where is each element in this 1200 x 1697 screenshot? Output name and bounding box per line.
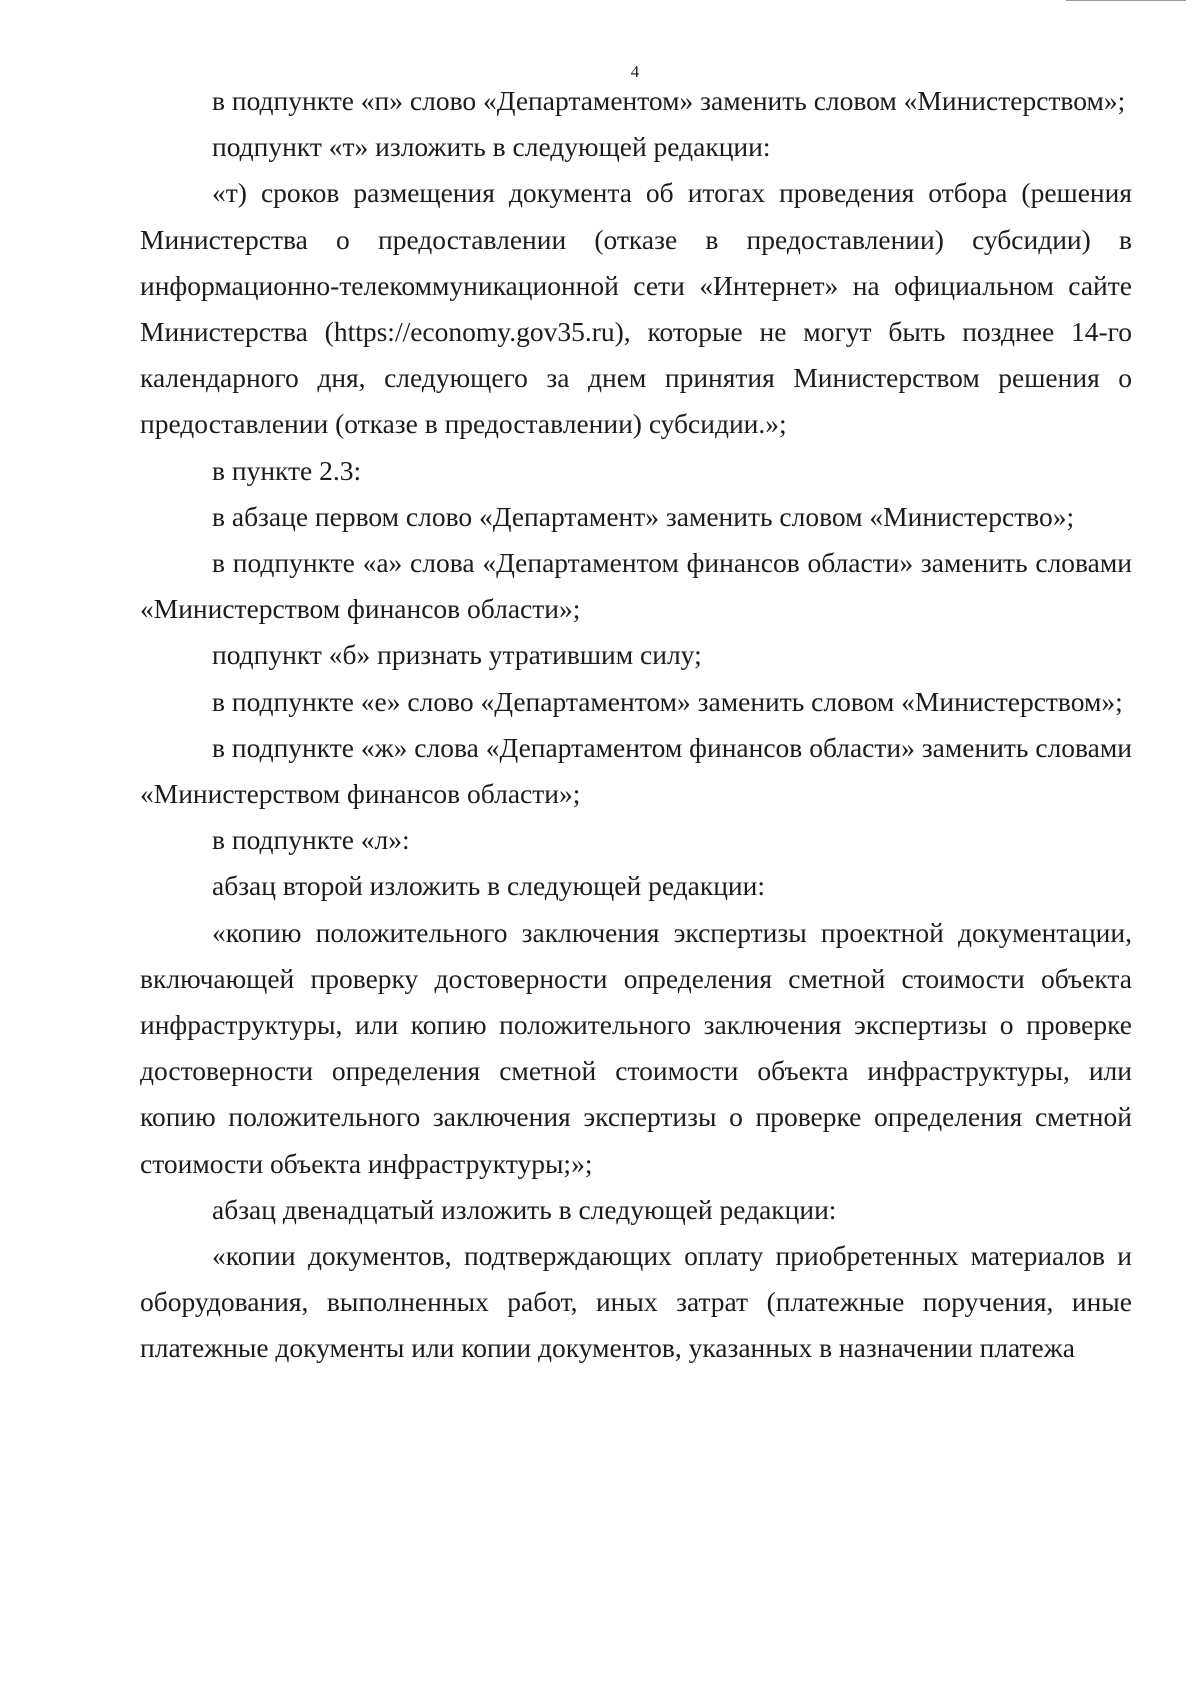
paragraph: в пункте 2.3: [212, 454, 362, 486]
paragraph: в абзаце первом слово «Департамент» заменить словом «Министерство»; [212, 500, 1075, 532]
paragraph: «т) сроков размещения документа об итогах проведения отбора (решения Министерства о предоставлении (отказе в предоставлении) субсидии) в информационно-телекоммуникационной сети «Интернет» на официальном сайте Министерства (https://economy.gov35.ru), которые не могут быть позднее 14-го календарного дня, следующего за днем принятия Министерством решения о предоставлении (отказе в предоставлении) субсидии.»; [140, 177, 1132, 440]
paragraph: абзац второй изложить в следующей редакции: [212, 870, 766, 902]
paragraph: «копию положительного заключения экспертизы проектной документации, включающей проверку достоверности определения сметной стоимости объекта инфраструктуры, или копию положительного заключения экспертизы о проверке достоверности определения сметной стоимости объекта инфраструктуры, или копию положительного заключения экспертизы о проверке определения сметной стоимости объекта инфраструктуры;»; [140, 916, 1132, 1179]
paragraph: подпункт «т» изложить в следующей редакции: [212, 131, 771, 163]
paragraph: в подпункте «л»: [212, 824, 410, 856]
paragraph: подпункт «б» признать утратившим силу; [212, 639, 702, 671]
page-number: 4 [630, 62, 640, 81]
paragraph: в подпункте «п» слово «Департаментом» заменить словом «Министерством»; [212, 85, 1126, 116]
document-body [140, 78, 1132, 1372]
paragraph: «копии документов, подтверждающих оплату приобретенных материалов и оборудования, выполненных работ, иных затрат (платежные поручения, иные платежные документы или копии документов, указанных в назначении платежа [140, 1240, 1132, 1364]
paragraph: в подпункте «а» слова «Департаментом финансов области» заменить словами «Министерством финансов области»; [140, 547, 1132, 625]
paragraph: абзац двенадцатый изложить в следующей редакции: [212, 1193, 837, 1225]
scan-edge-mark [1066, 0, 1186, 7]
paragraph: в подпункте «ж» слова «Департаментом финансов области» заменить словами «Министерством финансов области»; [140, 731, 1132, 810]
paragraph: в подпункте «е» слово «Департаментом» заменить словом «Министерством»; [212, 685, 1123, 717]
